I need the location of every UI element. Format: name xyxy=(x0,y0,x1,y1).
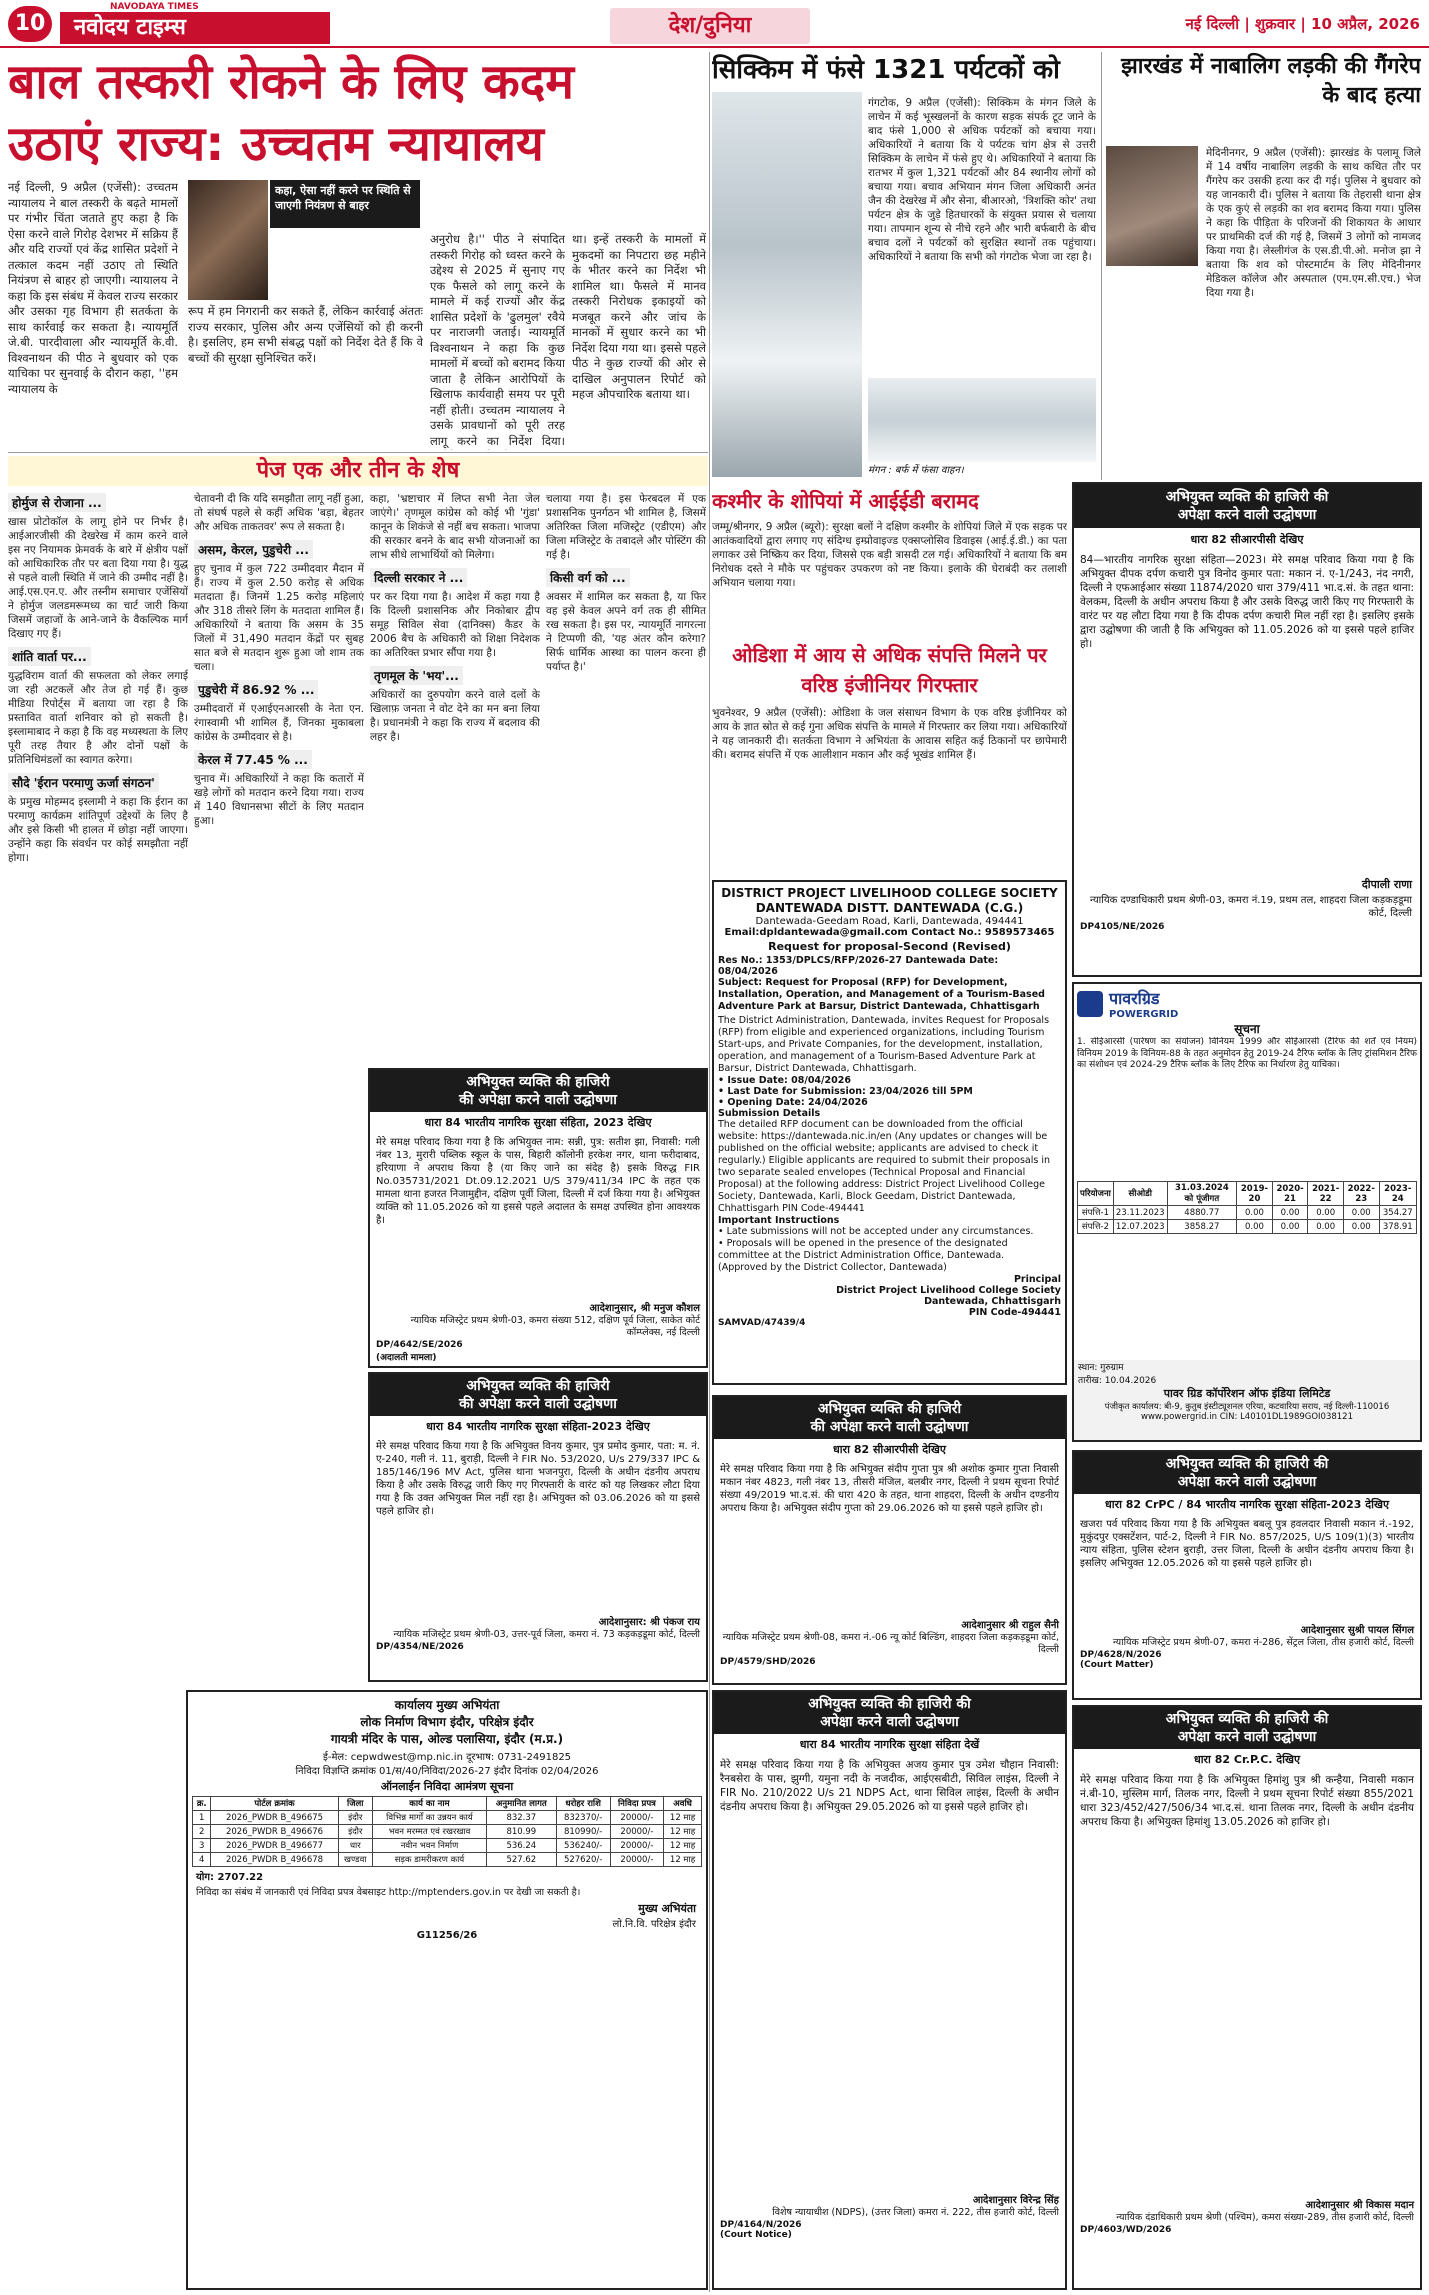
powergrid-ad xyxy=(1072,982,1422,1442)
notice5-title: अभियुक्त व्यक्ति की हाजिरी की अपेक्षा करने वाली उद्घोषणा xyxy=(1074,1452,1420,1494)
indore-head-4: अनुमानित लागत xyxy=(487,1797,557,1811)
pg-cell: 378.91 xyxy=(1379,1220,1416,1234)
dpl-imp-h: Important Instructions xyxy=(718,1215,840,1226)
c2-sub2-body: चुनाव में। अधिकारियों ने कहा कि कतारों में खड़े लोगों को मतदान करने दिया गया। राज्य में 140 विधानसभा सीटों के लिए मतदान हुआ। xyxy=(194,773,364,827)
pg-cell: 0.00 xyxy=(1343,1206,1379,1220)
indore-cell: 2026_PWDR B_496676 xyxy=(211,1825,338,1839)
tender-dantewada xyxy=(712,880,1067,1385)
pg-head-6: 2022-23 xyxy=(1343,1182,1379,1206)
story-odisha xyxy=(712,640,1067,875)
indore-head: ऑनलाईन निविदा आमंत्रण सूचना xyxy=(380,1780,514,1793)
notice-ad-4 xyxy=(712,1395,1067,1685)
story3-photo xyxy=(1106,146,1198,266)
pg-logo xyxy=(1077,987,1417,1020)
notice7-court: न्यायिक दंडाधिकारी प्रथम श्रेणी (पश्चिम), कमरा संख्या-289, तीस हजारी कोर्ट, दिल्ली xyxy=(1116,2212,1414,2223)
story2-photo xyxy=(712,92,862,477)
masthead xyxy=(0,0,1429,48)
story1-col2: रूप में हम निगरानी कर सकते हैं, लेकिन कार्रवाई अंततः राज्य सरकार, पुलिस और अन्य एजेंसियों को ही करनी है। इसलिए, हम सभी संबद्ध पक्षों को निर्देश देते हैं कि वे बच्चों की सुरक्षा सुनिश्चित करें। xyxy=(188,304,423,365)
story2-caption: मंगन : बर्फ में फंसा वाहन। xyxy=(868,465,964,476)
notice6-body: मेरे समक्ष परिवाद किया गया है कि अभियुक्त अजय कुमार पुत्र उमेश चौहान निवासी: रैनबसेरा के पास, झुग्गी, यमुना नदी के नजदीक, आईएसबीटी, सिविल लाइंस, दिल्ली ने FIR No. 210/2022 U/s 21 NDPS Act, थाना सिविल लाइंस, दिल्ली के अधीन दंडनीय अपराध किया है। अभियुक्त 29.05.2026 को या इससे पहले हाजिर हो। xyxy=(720,1759,1059,1813)
dpl-d2: • Last Date for Submission: 23/04/2026 till 5PM xyxy=(718,1086,973,1097)
pg-body: 1. सीईआरसी (पारेषण का संयोजन) विनियम 1999 और सीईआरसी (टैरिफ की शर्तें एवं नियम) विनियम 2019 के विनियम-88 के तहत अनुमोदन हेतु 2019-24 टैरिफ ब्लॉक के लिए ट्रांसमिशन टैरिफ का संशोधन एवं 2024-29 टैरिफ ब्लॉक के लिए टैरिफ का निर्धारण हेतु याचिका। xyxy=(1077,1037,1417,1070)
indore-cell: खण्डवा xyxy=(338,1853,372,1867)
continued-col3 xyxy=(370,492,540,1062)
pg-cell: 23.11.2023 xyxy=(1113,1206,1167,1220)
indore-head-6: निविदा प्रपत्र xyxy=(610,1797,663,1811)
pg-cell: 354.27 xyxy=(1379,1206,1416,1220)
indore-row xyxy=(193,1853,702,1867)
dateline: नई दिल्ली | शुक्रवार | 10 अप्रैल, 2026 xyxy=(1185,15,1420,33)
pg-cell: 0.00 xyxy=(1308,1206,1344,1220)
c3-sub2: तृणमूल के 'भय'... xyxy=(370,666,463,685)
pg-footer xyxy=(1074,1360,1420,1440)
indore-cell: 2026_PWDR B_496677 xyxy=(211,1839,338,1853)
notice4-court: न्यायिक मजिस्ट्रेट प्रथम श्रेणी-08, कमरा नं.-06 न्यू कोर्ट बिल्डिंग, शाहदरा जिला कड़कड़डूमा कोर्ट, दिल्ली xyxy=(722,1632,1059,1655)
continued-col4 xyxy=(546,492,706,1062)
column-rule-1 xyxy=(709,52,710,2292)
c3-sub: दिल्ली सरकार ने ... xyxy=(370,568,467,587)
notice2-court: न्यायिक मजिस्ट्रेट प्रथम श्रेणी-03, कमरा संख्या 512, दक्षिण पूर्व जिला, साकेत कोर्ट कॉम्प्लेक्स, नई दिल्ली xyxy=(410,1315,700,1338)
column-rule-3 xyxy=(8,452,708,453)
pg-head-5: 2021-22 xyxy=(1308,1182,1344,1206)
indore-cell: 12 माह xyxy=(664,1811,702,1825)
notice5-body: खजरा पर्व परिवाद किया गया है कि अभियुक्त बबलू पुत्र हवलदार निवासी मकान नं.-192, मुकुंदपुर एक्सटेंशन, पार्ट-2, दिल्ली ने FIR No. 857/2025, U/S 109(1)(3) भारतीय न्याय संहिता, पुलिस स्टेशन बुराड़ी, उत्तर जिला, दिल्ली के अधीन दंडनीय अपराध किया है। इसलिए अभियुक्त 12.05.2026 को या इससे पहले हाजिर हो। xyxy=(1080,1519,1414,1569)
pg-row xyxy=(1078,1220,1417,1234)
pg-title: सूचना xyxy=(1234,1022,1260,1036)
indore-cell: 832.37 xyxy=(487,1811,557,1825)
dpl-title: DISTRICT PROJECT LIVELIHOOD COLLEGE SOCIETY DANTEWADA DISTT. DANTEWADA (C.G.) xyxy=(721,886,1058,915)
dpl-addr: Dantewada-Geedam Road, Karli, Dantewada, 494441 xyxy=(755,916,1024,927)
c2-title: असम, केरल, पुडुचेरी ... xyxy=(194,540,313,559)
c2-sub2: केरल में 77.45 % ... xyxy=(194,750,312,769)
pg-footer-addr: पंजीकृत कार्यालय: बी-9, कुतुब इंस्टीट्यूशनल एरिया, कटवारिया सराय, नई दिल्ली-110016 xyxy=(1104,1402,1390,1412)
c2-body: चेतावनी दी कि यदि समझौता लागू नहीं हुआ, तो संघर्ष पहले से कहीं अधिक 'बड़ा, बेहतर और अधिक ताकतवर' रूप ले सकता है। xyxy=(194,493,364,533)
notice7-title: अभियुक्त व्यक्ति की हाजिरी की अपेक्षा करने वाली उद्घोषणा xyxy=(1074,1707,1420,1749)
notice3-body: मेरे समक्ष परिवाद किया गया है कि अभियुक्त विनय कुमार, पुत्र प्रमोद कुमार, पता: म. नं. ए-240, गली नं. 11, बुराड़ी, दिल्ली ने FIR No. 53/2020, U/s 279/337 IPC & 185/146/196 MV Act, पुलिस थाना भजनपुरा, दिल्ली के अधीन दंडनीय अपराध किया है और उसके विरुद्ध जारी किए गए गिरफ्तारी के वारंट को यह लिखकर लौटा दिया गया है कि उक्त अभियुक्त मिल नहीं रहा है। अभियुक्त को 03.06.2026 को या इससे पहले हाजिर हो। xyxy=(376,1441,700,1517)
notice-ad-2 xyxy=(368,1068,708,1368)
c3-sub2-body: अधिकारों का दुरुपयोग करने वाले दलों के खिलाफ़ जनता ने वोट देने का मन बना लिया है। प्रधानमंत्री ने कहा कि राज्य में बदलाव की लहर है। xyxy=(370,689,540,743)
pg-head-1: सीओडी xyxy=(1113,1182,1167,1206)
pg-logo-mark xyxy=(1077,991,1103,1017)
notice-ad-6 xyxy=(712,1690,1067,2290)
notice2-code: DP/4642/SE/2026 xyxy=(376,1340,463,1350)
indore-cell: इंदौर xyxy=(338,1825,372,1839)
pg-head-4: 2020-21 xyxy=(1272,1182,1308,1206)
pg-row xyxy=(1078,1206,1417,1220)
pg-cell: 4880.77 xyxy=(1167,1206,1237,1220)
dpl-sign2: District Project Livelihood College Society xyxy=(836,1285,1061,1296)
indore-cell: 20000/- xyxy=(610,1839,663,1853)
masthead-rule xyxy=(0,46,1429,48)
indore-cell: 810990/- xyxy=(556,1825,610,1839)
indore-cell: 12 माह xyxy=(664,1825,702,1839)
indore-cell: 2026_PWDR B_496678 xyxy=(211,1853,338,1867)
indore-title1: कार्यालय मुख्य अभियंता xyxy=(394,1698,500,1712)
dpl-sub-h: Submission Details xyxy=(718,1108,821,1119)
dpl-imp3: (Approved by the District Collector, Dantewada) xyxy=(718,1262,947,1273)
notice4-sign: आदेशानुसार श्री राहुल सैनी xyxy=(961,1620,1059,1631)
pg-cell: संपत्ति-2 xyxy=(1078,1220,1114,1234)
brand-logo: नवोदय टाइम्स xyxy=(60,12,330,44)
story1-headline-1: बाल तस्करी रोकने के लिए कदम xyxy=(8,54,574,110)
column-rule-2 xyxy=(1101,52,1102,480)
indore-cell: विभिन्न मार्गों का उन्नयन कार्य xyxy=(372,1811,486,1825)
notice4-body: मेरे समक्ष परिवाद किया गया है कि अभियुक्त संदीप गुप्ता पुत्र श्री अशोक कुमार गुप्ता निवासी मकान नंबर 4823, गली नंबर 13, तीसरी मंजिल, बलबीर नगर, दिल्ली ने प्रथम सूचना रिपोर्ट संख्या 49/2019 भा.द.सं. की धारा 420 के तहत, थाना शाहदरा, दिल्ली के अधीन दण्डनीय अपराध किया है। अभियुक्त संदीप गुप्ता को 29.06.2026 को या इससे पहले हाजिर हो। xyxy=(720,1464,1059,1514)
story1-col4: था। इन्हें तस्करी के मामलों में मुकदमों का निपटारा छह महीने के भीतर करने का निर्देश भी शामिल था। फैसले में मानव तस्करी निरोधक इकाइयों को मजबूत करने और जांच के मानकों में सुधार करने का भी निर्देश दिया गया था। इससे पहले पीठ ने कुछ राज्यों की ओर से दाखिल अनुपालन रिपोर्ट को महज औपचारिक बताया था। xyxy=(572,232,706,401)
pg-cell: 0.00 xyxy=(1237,1206,1273,1220)
notice4-code: DP/4579/SHD/2026 xyxy=(720,1657,816,1667)
indore-title3: गायत्री मंदिर के पास, ओल्ड पलासिया, इंदौर (म.प्र.) xyxy=(330,1732,564,1746)
indore-sign: मुख्य अभियंता xyxy=(638,1902,696,1915)
c3-body: कहा, 'भ्रष्टाचार में लिप्त सभी नेता जेल जाएंगे।' तृणमूल कांग्रेस को कोई भी 'गुंडा' कानून के शिकंजे से नहीं बच सकता। भाजपा की सरकार बनने के बाद सभी योजनाओं का लाभ सीधे लाभार्थियों को मिलेगा। xyxy=(370,493,540,561)
notice6-section: धारा 84 भारतीय नागरिक सुरक्षा संहिता देखें xyxy=(799,1738,980,1751)
dpl-req: Request for proposal-Second (Revised) xyxy=(768,940,1011,953)
dpl-subject: Subject: Request for Proposal (RFP) for Development, Installation, Operation, and Management of a Tourism-Based Adventure Park at Barsur, District Dantewada, Chhattisgarh xyxy=(718,977,1045,1012)
story1-col1: नई दिल्ली, 9 अप्रैल (एजेंसी): उच्चतम न्यायालय ने बाल तस्करी के बढ़ते मामलों पर गंभीर चिंता जताते हुए कहा है कि ऐसा करने वाले गिरोह देशभर में सक्रिय हैं और यदि राज्यों एवं केंद्र शासित प्रदेशों ने तत्काल कदम नहीं उठाए तो स्थिति नियंत्रण से बाहर हो जाएगी। न्यायालय ने कहा कि इस संबंध में केवल राज्य सरकार और उसका गृह विभाग ही सतर्कता के साथ कार्रवाई कर सकता है। न्यायमूर्ति जे.बी. पारदीवाला और न्यायमूर्ति के.वी. विश्वनाथन की पीठ ने बुधवार को एक याचिका पर सुनवाई के दौरान कहा, ''हम न्यायालय के xyxy=(8,180,178,396)
pg-cell: 0.00 xyxy=(1237,1220,1273,1234)
dpl-d1: • Issue Date: 08/04/2026 xyxy=(718,1075,851,1086)
indore-cell: 20000/- xyxy=(610,1825,663,1839)
pg-cell: 0.00 xyxy=(1272,1206,1308,1220)
story-kashmir xyxy=(712,486,1067,636)
pg-cell: 12.07.2023 xyxy=(1113,1220,1167,1234)
story-jharkhand xyxy=(1106,52,1421,482)
indore-cell: 2 xyxy=(193,1825,211,1839)
page-number: 10 xyxy=(8,6,52,42)
indore-cell: 3 xyxy=(193,1839,211,1853)
indore-head-5: धरोहर राशि xyxy=(556,1797,610,1811)
notice5-sign: आदेशानुसार सुश्री पायल सिंगल xyxy=(1300,1625,1414,1636)
indore-cell: भवन मरम्मत एवं रखरखाव xyxy=(372,1825,486,1839)
c2-title-body: हुए चुनाव में कुल 722 उम्मीदवार मैदान में हैं। राज्य में कुल 2.50 करोड़ से अधिक मतदाता हैं। जिनमें 1.25 करोड़ महिलाएं और 318 तीसरे लिंग के मतदाता शामिल हैं। अधिकारियों ने बताया कि असम के 35 जिलों में 31,490 मतदान केंद्रों पर सुबह सात बजे से मतदान शुरू हुआ जो शाम तक चला। xyxy=(194,563,364,673)
notice2-title: अभियुक्त व्यक्ति की हाजिरी की अपेक्षा करने वाली उद्घोषणा xyxy=(370,1070,706,1112)
notice-ad-1 xyxy=(1072,482,1422,977)
dpl-ref: Res No.: 1353/DPLCS/RFP/2026-27 Dantewada Date: 08/04/2026 xyxy=(718,955,999,977)
notice2-code2: (अदालती मामला) xyxy=(376,1353,437,1363)
dpl-intro: The District Administration, Dantewada, invites Request for Proposals (RFP) from eligible and experienced organizations, including Tourism Start-ups, and Private Companies, for the development, installation, operation, and management of a Tourism-Based Adventure Park at Barsur, District Dantewada, Chhattisgarh. xyxy=(718,1015,1050,1074)
c4-sub: किसी वर्ग को ... xyxy=(546,568,630,587)
story2-photo2 xyxy=(868,378,1096,462)
pg-footer-co: पावर ग्रिड कॉर्पोरेशन ऑफ इंडिया लिमिटेड xyxy=(1163,1387,1331,1400)
notice6-sign: आदेशानुसार विरेन्द्र सिंह xyxy=(972,2195,1059,2206)
pg-footer-web: www.powergrid.in CIN: L40101DL1989GOI038121 xyxy=(1141,1412,1353,1422)
dpl-sign1: Principal xyxy=(1013,1274,1061,1285)
c1-sub: शांति वार्ता पर... xyxy=(8,647,91,666)
notice-ad-7 xyxy=(1072,1705,1422,2290)
c1-sub-body: युद्धविराम वार्ता की सफलता को लेकर लगाई जा रही अटकलें और तेज हो गई हैं। कुछ मीडिया रिपोर्ट्स में बताया जा रहा है कि प्रस्तावित वार्ता शनिवार को हो सकती है। इस्लामाबाद ने कहा है कि वह मध्यस्थता के लिए पूरी तरह तैयार है और दोनों पक्षों के प्रतिनिधिमंडलों का स्वागत करेगा। xyxy=(8,670,188,766)
dpl-sub-body: The detailed RFP document can be downloaded from the official website: https://dantewada.nic.in/en (Any updates or changes will be published on the official website; applicants are advised to check it regularly.) Eligible applicants are required to submit their proposals in two separate sealed envelopes (Technical Proposal and Financial Proposal) at the following address: District Project Livelihood College Society, Dantewada, Karli, Block Geedam, District Dantewada, Chhattisgarh PIN Code-494441 xyxy=(718,1119,1050,1214)
pg-brand-en: POWERGRID xyxy=(1109,1009,1179,1020)
c4-sub-body: अवसर में शामिल कर सकता है, या फिर वह इसे केवल अपने वर्ग तक ही सीमित रख सकता है। इस पर, न्यायमूर्ति नागरत्ना ने टिप्पणी की, 'यह अंतर कौन करेगा? सिर्फ धार्मिक आस्था का पालन करना ही पर्याप्त है।' xyxy=(546,591,706,673)
notice5-code: DP/4628/N/2026 xyxy=(1080,1650,1162,1660)
story3-body: मेदिनीनगर, 9 अप्रैल (एजेंसी): झारखंड के पलामू जिले में 14 वर्षीय नाबालिग लड़की के साथ कथित तौर पर गैंगरेप कर उसकी हत्या कर दी गई। पुलिस ने बुधवार को यह जानकारी दी। पुलिस ने बताया कि तेहरासी थाना क्षेत्र के एक कुएं से लड़की का शव बरामद किया गया। पुलिस ने कहा कि पीड़िता के परिजनों की शिकायत के आधार पर प्राथमिकी दर्ज की गई है, जिसमें 3 लोगों को नामजद किया गया है। लेस्लीगंज के एस.डी.पी.ओ. मनोज झा ने बताया कि शव को पोस्टमार्टम के लिए मेदिनीनगर मेडिकल कॉलेज और अस्पताल (एम.एम.सी.एच.) भेज दिया गया है। xyxy=(1206,147,1421,299)
indore-head-0: क्र. xyxy=(193,1797,211,1811)
story-sikkim xyxy=(712,52,1097,482)
pg-brand: पावरग्रिड xyxy=(1109,989,1160,1008)
dpl-sign4: PIN Code-494441 xyxy=(968,1307,1061,1318)
indore-note: निविदा का संबंध में जानकारी एवं निविदा प्रपत्र वेबसाइट http://mptenders.gov.in पर देखी जा सकती है। xyxy=(196,1887,581,1898)
indore-row xyxy=(193,1825,702,1839)
notice1-court: न्यायिक दण्डाधिकारी प्रथम श्रेणी-03, कमरा नं.19, प्रथम तल, शाहदरा जिला कड़कड़डूमा कोर्ट, दिल्ली xyxy=(1089,895,1412,919)
continued-col2 xyxy=(194,492,364,1282)
indore-cell: 810.99 xyxy=(487,1825,557,1839)
indore-row xyxy=(193,1839,702,1853)
continued-col1 xyxy=(8,492,188,2292)
notice4-section: धारा 82 सीआरपीसी देखिए xyxy=(833,1443,946,1456)
notice3-title: अभियुक्त व्यक्ति की हाजिरी की अपेक्षा करने वाली उद्घोषणा xyxy=(370,1374,706,1416)
indore-total-label: योग: xyxy=(196,1872,215,1883)
c4-body: चलाया गया है। इस फेरबदल में एक प्रशासनिक पुनर्गठन भी शामिल है, जिसमें अतिरिक्त जिला मजिस्ट्रेट (एडीएम) और जिला मजिस्ट्रेट के तबादले और पोस्टिंग की गई है। xyxy=(546,493,706,561)
indore-cell: 20000/- xyxy=(610,1853,663,1867)
section-tab: देश/दुनिया xyxy=(610,8,810,44)
story1-pullquote: कहा, ऐसा नहीं करने पर स्थिति से जाएगी नियंत्रण से बाहर xyxy=(270,180,420,228)
c1-sub2-body: के प्रमुख मोहम्मद इस्लामी ने कहा कि ईरान का परमाणु कार्यक्रम शांतिपूर्ण उद्देश्यों के लिए है और इसे किसी भी हालत में छोड़ा नहीं जाएगा। उन्होंने कहा कि संवर्धन पर कोई समझौता नहीं होगा। xyxy=(8,796,188,864)
continued-banner: पेज एक और तीन के शेष xyxy=(8,456,708,486)
notice1-code: DP4105/NE/2026 xyxy=(1080,922,1165,932)
story-child-trafficking xyxy=(8,52,708,452)
pg-date: तारीख: 10.04.2026 xyxy=(1078,1376,1157,1386)
notice7-section: धारा 82 Cr.P.C. देखिए xyxy=(1193,1753,1301,1766)
pg-cell: 0.00 xyxy=(1308,1220,1344,1234)
notice5-code2: (Court Matter) xyxy=(1080,1660,1154,1670)
notice6-code2: (Court Notice) xyxy=(720,2230,792,2240)
indore-cell: सड़क डामरीकरण कार्य xyxy=(372,1853,486,1867)
indore-cell: 20000/- xyxy=(610,1811,663,1825)
indore-cell: 12 माह xyxy=(664,1839,702,1853)
c2-sub-body: उम्मीदवारों में एआईएनआरसी के नेता एन. रंगास्वामी भी शामिल हैं, जिनका मुकाबला कांग्रेस के उम्मीदवार से है। xyxy=(194,703,364,743)
indore-notice-no: निविदा विज्ञप्ति क्रमांक 01/स/40/निविदा/2026-27 इंदौर दिनांक 02/04/2026 xyxy=(295,1766,599,1777)
indore-row xyxy=(193,1811,702,1825)
indore-cell: 536.24 xyxy=(487,1839,557,1853)
indore-cell: 536240/- xyxy=(556,1839,610,1853)
story2-headline: सिक्किम में फंसे 1321 पर्यटकों को xyxy=(712,55,1060,85)
c3-sub-body: पर कर दिया गया है। आदेश में कहा गया है कि दिल्ली प्रशासनिक और निकोबार द्वीप समूह सिविल सेवा (दानिक्स) कैडर के 2006 बैच के अधिकारी को शिक्षा निदेशक का अतिरिक्त प्रभार सौंपा गया है। xyxy=(370,591,540,659)
indore-head-7: अवधि xyxy=(664,1797,702,1811)
notice3-code: DP/4354/NE/2026 xyxy=(376,1642,464,1652)
story1-photo xyxy=(188,180,268,300)
story5-headline: ओडिशा में आय से अधिक संपत्ति मिलने पर वरिष्ठ इंजीनियर गिरफ्तार xyxy=(732,643,1047,697)
indore-cell: धार xyxy=(338,1839,372,1853)
dpl-code: SAMVAD/47439/4 xyxy=(718,1318,806,1328)
notice2-sign: आदेशानुसार, श्री मनुज कौशल xyxy=(589,1303,700,1314)
indore-cell: 12 माह xyxy=(664,1853,702,1867)
c1-title: होर्मुज से रोजाना ... xyxy=(8,493,106,512)
indore-total-row xyxy=(188,1867,706,1885)
notice3-sign: आदेशानुसार: श्री पंकज राय xyxy=(598,1617,700,1628)
notice6-code: DP/4164/N/2026 xyxy=(720,2220,802,2230)
notice4-title: अभियुक्त व्यक्ति की हाजिरी की अपेक्षा करने वाली उद्घोषणा xyxy=(714,1397,1065,1439)
notice2-section: धारा 84 भारतीय नागरिक सुरक्षा संहिता, 2023 देखिए xyxy=(424,1116,652,1129)
dpl-imp2: • Proposals will be opened in the presence of the designated committee at the District Administration Office, Dantewada. xyxy=(718,1238,1008,1261)
notice3-court: न्यायिक मजिस्ट्रेट प्रथम श्रेणी-03, उत्तर-पूर्व जिला, कमरा नं. 73 कड़कड़डूमा कोर्ट, दिल्ली xyxy=(393,1629,700,1640)
pg-cell: 0.00 xyxy=(1272,1220,1308,1234)
story4-headline: कश्मीर के शोपियां में आईईडी बरामद xyxy=(712,489,979,513)
notice1-sign: दीपाली राणा xyxy=(1361,878,1412,891)
dpl-imp1: • Late submissions will not be accepted under any circumstances. xyxy=(718,1226,1034,1237)
notice6-court: विशेष न्यायाधीश (NDPS), (उत्तर जिला) कमरा नं. 222, तीस हजारी कोर्ट, दिल्ली xyxy=(772,2207,1059,2218)
indore-contact: ई-मेल: cepwdwest@mp.nic.in दूरभाष: 0731-2491825 xyxy=(322,1752,572,1763)
pg-head-3: 2019-20 xyxy=(1237,1182,1273,1206)
notice-ad-5 xyxy=(1072,1450,1422,1700)
brand-top: NAVODAYA TIMES xyxy=(110,2,199,12)
pg-cell: 3858.27 xyxy=(1167,1220,1237,1234)
indore-title2: लोक निर्माण विभाग इंदौर, परिक्षेत्र इंदौर xyxy=(360,1715,534,1729)
pg-table xyxy=(1077,1181,1417,1234)
indore-head-3: कार्य का नाम xyxy=(372,1797,486,1811)
notice5-court: न्यायिक मजिस्ट्रेट प्रथम श्रेणी-07, कमरा नं-286, सेंट्रल जिला, तीस हजारी कोर्ट, दिल्ली xyxy=(1112,1637,1414,1648)
indore-head-2: जिला xyxy=(338,1797,372,1811)
indore-total: 2707.22 xyxy=(217,1872,264,1883)
indore-code: G11256/26 xyxy=(416,1930,478,1941)
story4-body: जम्मू/श्रीनगर, 9 अप्रैल (ब्यूरो): सुरक्षा बलों ने दक्षिण कश्मीर के शोपियां जिले में एक सड़क पर आतंकवादियों द्वारा लगाए गए संदिग्ध इम्प्रोवाइज्ड एक्सप्लोसिव डिवाइस (आई.ई.डी.) का पता लगाकर उसे निष्क्रिय कर दिया, जिससे एक बड़ी त्रासदी टल गई। अधिकारियों ने बताया कि बम निरोधक दस्ते ने मौके पर पहुंचकर उपकरण को नष्ट किया। इलाके की घेराबंदी कर तलाशी अभियान चलाया गया। xyxy=(712,521,1067,589)
notice7-code: DP/4603/WD/2026 xyxy=(1080,2225,1172,2235)
notice6-title: अभियुक्त व्यक्ति की हाजिरी की अपेक्षा करने वाली उद्घोषणा xyxy=(714,1692,1065,1734)
notice1-section: धारा 82 सीआरपीसी देखिए xyxy=(1190,533,1304,546)
dpl-sign3: Dantewada, Chhattisgarh xyxy=(924,1296,1061,1307)
indore-head-1: पोर्टल क्रमांक xyxy=(211,1797,338,1811)
indore-cell: 1 xyxy=(193,1811,211,1825)
pg-head-0: परियोजना xyxy=(1078,1182,1114,1206)
indore-table xyxy=(192,1796,702,1867)
indore-cell: इंदौर xyxy=(338,1811,372,1825)
notice1-body: 84—भारतीय नागरिक सुरक्षा संहिता—2023। मेरे समक्ष परिवाद किया गया है कि अभियुक्त दीपक दर्पण कचारी पुत्र विनोद कुमार पता: मकान नं. ए-1/243, नंद नगरी, दिल्ली ने एफआईआर संख्या 11874/2020 धारा 379/411 भा.द.सं. के तहत थाना: वेलकम, दिल्ली के अधीन अपराध किया है और उसके विरुद्ध जारी किए गए गिरफ्तारी के वारंट पर यह लौटा दिया गया है कि दीपक दर्पण कचारी मिल नहीं रहा है। इसलिए इसके द्वारा उद्घोषणा की जाती है कि अभियुक्त को 11.05.2026 को या इससे पहले हाजिर हो। xyxy=(1080,554,1414,650)
pg-cell: 0.00 xyxy=(1343,1220,1379,1234)
notice7-body: मेरे समक्ष परिवाद किया गया है कि अभियुक्त हिमांशु पुत्र श्री कन्हैया, निवासी मकान नं.बी-10, मुस्लिम मार्ग, तिलक नगर, दिल्ली ने प्रथम सूचना रिपोर्ट संख्या 855/2021 धारा 323/452/427/506/34 भा.द.सं. थाना तिलक नगर, दिल्ली के अधीन दंडनीय अपराध किया है। अभियुक्त हिमांशु 13.05.2026 को हाजिर हो। xyxy=(1080,1774,1414,1828)
notice7-sign: आदेशानुसार श्री विकास मदान xyxy=(1305,2200,1414,2211)
indore-cell: 527.62 xyxy=(487,1853,557,1867)
notice-ad-3 xyxy=(368,1372,708,1682)
indore-cell: 2026_PWDR B_496675 xyxy=(211,1811,338,1825)
indore-cell: 527620/- xyxy=(556,1853,610,1867)
story1-headline-2: उठाएं राज्य: उच्चतम न्यायालय xyxy=(8,116,544,172)
story3-headline: झारखंड में नाबालिग लड़की की गैंगरेप के बाद हत्या xyxy=(1121,54,1421,108)
story5-body: भुवनेश्वर, 9 अप्रैल (एजेंसी): ओडिशा के जल संसाधन विभाग के एक वरिष्ठ इंजीनियर को आय के ज्ञात स्रोत से कई गुना अधिक संपत्ति के मामले में गिरफ्तार कर लिया गया। अधिकारियों ने यह जानकारी दी। सतर्कता विभाग ने अभियंता के आवास सहित कई ठिकानों पर छापेमारी की। बरामद संपत्ति में एक आलीशान मकान और कई भूखंड शामिल हैं। xyxy=(712,707,1067,761)
dpl-contact: Email:dpldantewada@gmail.com Contact No.: 9589573465 xyxy=(724,927,1055,938)
pg-head-2: 31.03.2024 को पूंजीगत xyxy=(1167,1182,1237,1206)
indore-sign2: लो.नि.वि. परिक्षेत्र इंदौर xyxy=(612,1919,696,1930)
c1-body: खास प्रोटोकॉल के लागू होने पर निर्भर है। आईआरजीसी की देखरेख में काम करने वाले इस नए नियामक फ्रेमवर्क के बारे में क्षेत्रीय पक्षों को आधिकारिक तौर पर बता दिया गया है। युद्ध से पहले वाली स्थिति में जाने की उम्मीद नहीं है। आई.एस.एन.ए. और तस्नीम समाचार एजेंसियों ने होर्मुज जलडमरूमध्य का चार्ट जारी किया जिसमें जहाजों के आने-जाने के वैकल्पिक मार्ग दिखाए गए हैं। xyxy=(8,516,188,640)
notice1-title: अभियुक्त व्यक्ति की हाजिरी की अपेक्षा करने वाली उद्घोषणा xyxy=(1074,484,1420,528)
indore-cell: 4 xyxy=(193,1853,211,1867)
c1-sub2: सौदे 'ईरान परमाणु ऊर्जा संगठन' xyxy=(8,773,159,792)
indore-cell: 832370/- xyxy=(556,1811,610,1825)
indore-cell: नवीन भवन निर्माण xyxy=(372,1839,486,1853)
dpl-d3: • Opening Date: 24/04/2026 xyxy=(718,1097,868,1108)
notice2-body: मेरे समक्ष परिवाद किया गया है कि अभियुक्त नाम: सन्नी, पुत्र: सतीश झा, निवासी: गली नंबर 13, मुरारी पब्लिक स्कूल के पास, बिहारी कॉलोनी हरकेश नगर, थाना फरीदाबाद, हरियाणा ने अपराध किया है (या किए जाने का संदेह है) इसके विरुद्ध FIR No.035731/2021 Dt.09.12.2021 U/S 379/411/34 IPC के तहत एक मामला थाना हजरत निजामुद्दीन, दक्षिण पूर्वी जिला, दिल्ली में दर्ज किया गया है। अभियुक्त व्यक्ति को 11.05.2026 को या इससे पहले अदालत के समक्ष उपस्थित होना आवश्यक है। xyxy=(376,1137,700,1226)
pg-head-7: 2023-24 xyxy=(1379,1182,1416,1206)
pg-cell: संपत्ति-1 xyxy=(1078,1206,1114,1220)
c2-sub: पुडुचेरी में 86.92 % ... xyxy=(194,680,318,699)
story1-col3: अनुरोध है।'' पीठ ने संपादित तस्करी गिरोह को ध्वस्त करने के उद्देश्य से 2025 में सुनाए गए एक फैसले को लागू करने के मामले में कई राज्यों और केंद्र शासित प्रदेशों के 'ढुलमुल' रवैये पर नाराजगी जताई। न्यायमूर्ति विश्वनाथन ने कहा कि कुछ मामलों में बच्चों को बरामद किया जाता है लेकिन आरोपियों के खिलाफ कार्यवाही समय पर पूरी नहीं होती। उच्चतम न्यायालय ने उसके प्रावधानों को पूरी तरह लागू करने का निर्देश दिया। xyxy=(430,232,565,448)
notice3-section: धारा 84 भारतीय नागरिक सुरक्षा संहिता-2023 देखिए xyxy=(426,1420,650,1433)
pg-place: स्थान: गुरुग्राम xyxy=(1078,1363,1124,1373)
notice5-section: धारा 82 CrPC / 84 भारतीय नागरिक सुरक्षा संहिता-2023 देखिए xyxy=(1104,1498,1390,1511)
story2-body: गंगटोक, 9 अप्रैल (एजेंसी): सिक्किम के मंगन जिले के लाचेन में कई भूस्खलनों के कारण सड़क संपर्क टूट जाने के बाद फंसे 1,000 से अधिक पर्यटकों को बचाया गया। अधिकारियों ने बताया कि ये पर्यटक चांग क्षेत्र से उत्तरी सिक्किम के लाचेन में फंसे हुए थे। अधिकारियों ने बताया कि रातभर में कुल 1,321 पर्यटकों और 84 स्थानीय लोगों को बचाया गया। बचाव अभियान मंगन जिला अधिकारी अनंत जैन की देखरेख में और सेना, बीआरओ, 'त्रिशक्ति कोर' तथा पर्यटन क्षेत्र के जुड़े हितधारकों के संयुक्त प्रयास से चलाया गया। तापमान शून्य से नीचे रहने और भारी बर्फबारी के बीच बचाव दलों ने पर्यटकों को सुरक्षित स्थानों तक पहुंचाया। अधिकारियों ने बताया कि सभी को गंगटोक भेजा जा रहा है। xyxy=(868,97,1096,263)
tender-indore xyxy=(186,1690,708,2290)
